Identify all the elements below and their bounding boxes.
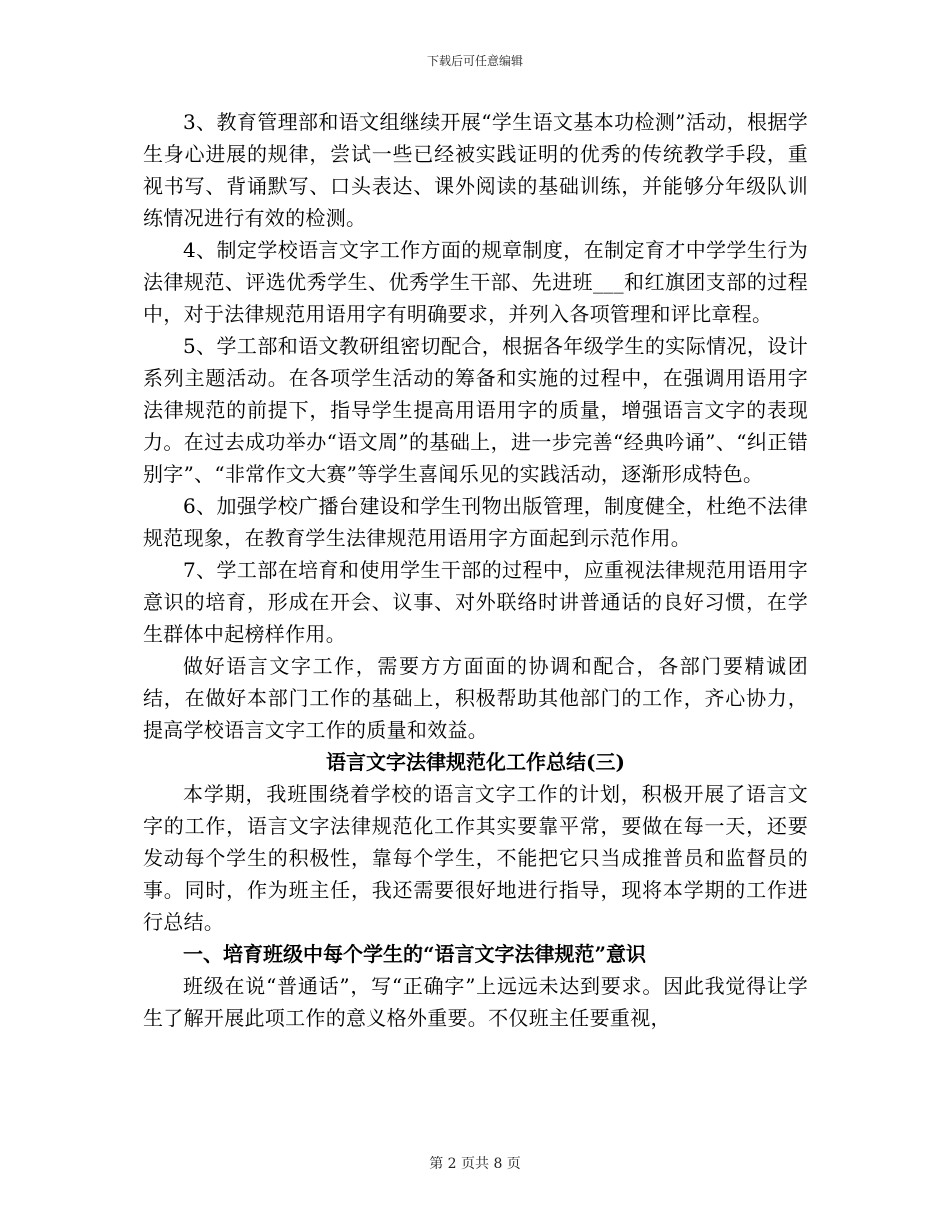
paragraph-intro: 本学期，我班围绕着学校的语言文字工作的计划，积极开展了语言文字的工作，语言文字法律规范化工作其实要靠平常，要做在每一天，还要发动每个学生的积极性，靠每个学生，不能把它只当成推普员和监督员的事。同时，作为班主任，我还需要很好地进行指导，现将本学期的工作进行总结。	[143, 782, 808, 934]
paragraph-item-6: 6、加强学校广播台建设和学生刊物出版管理，制度健全，杜绝不法律规范现象，在教育学生法律规范用语用字方面起到示范作用。	[143, 494, 808, 550]
paragraph-item-3: 3、教育管理部和语文组继续开展“学生语文基本功检测”活动，根据学生身心进展的规律，尝试一些已经被实践证明的优秀的传统教学手段，重视书写、背诵默写、口头表达、课外阅读的基础训练，并能够分年级队训练情况进行有效的检测。	[143, 110, 808, 230]
document-body	[143, 106, 808, 1034]
page-footer: 第 2 页共 8 页	[429, 1156, 521, 1172]
paragraph-last: 班级在说“普通话”，写“正确字”上远远未达到要求。因此我觉得让学生了解开展此项工作的意义格外重要。不仅班主任要重视，	[143, 974, 808, 1030]
section-title: 语言文字法律规范化工作总结(三)	[326, 750, 625, 774]
paragraph-item-4: 4、制定学校语言文字工作方面的规章制度，在制定育才中学学生行为法律规范、评选优秀学生、优秀学生干部、先进班___和红旗团支部的过程中，对于法律规范用语用字有明确要求，并列入各项管理和评比章程。	[143, 238, 808, 326]
subheading: 一、培育班级中每个学生的“语言文字法律规范”意识	[183, 942, 647, 966]
page-header: 下载后可任意编辑	[426, 54, 523, 68]
paragraph-item-5: 5、学工部和语文教研组密切配合，根据各年级学生的实际情况，设计系列主题活动。在各项学生活动的筹备和实施的过程中，在强调用语用字法律规范的前提下，指导学生提高用语用字的质量，增强语言文字的表现力。在过去成功举办“语文周”的基础上，进一步完善“经典吟诵”、“纠正错别字”、“非常作文大赛”等学生喜闻乐见的实践活动，逐渐形成特色。	[143, 334, 808, 486]
paragraph-item-7: 7、学工部在培育和使用学生干部的过程中，应重视法律规范用语用字意识的培育，形成在开会、议事、对外联络时讲普通话的良好习惯，在学生群体中起榜样作用。	[143, 558, 808, 646]
paragraph-conclusion: 做好语言文字工作，需要方方面面的协调和配合，各部门要精诚团结，在做好本部门工作的基础上，积极帮助其他部门的工作，齐心协力，提高学校语言文字工作的质量和效益。	[143, 654, 808, 742]
